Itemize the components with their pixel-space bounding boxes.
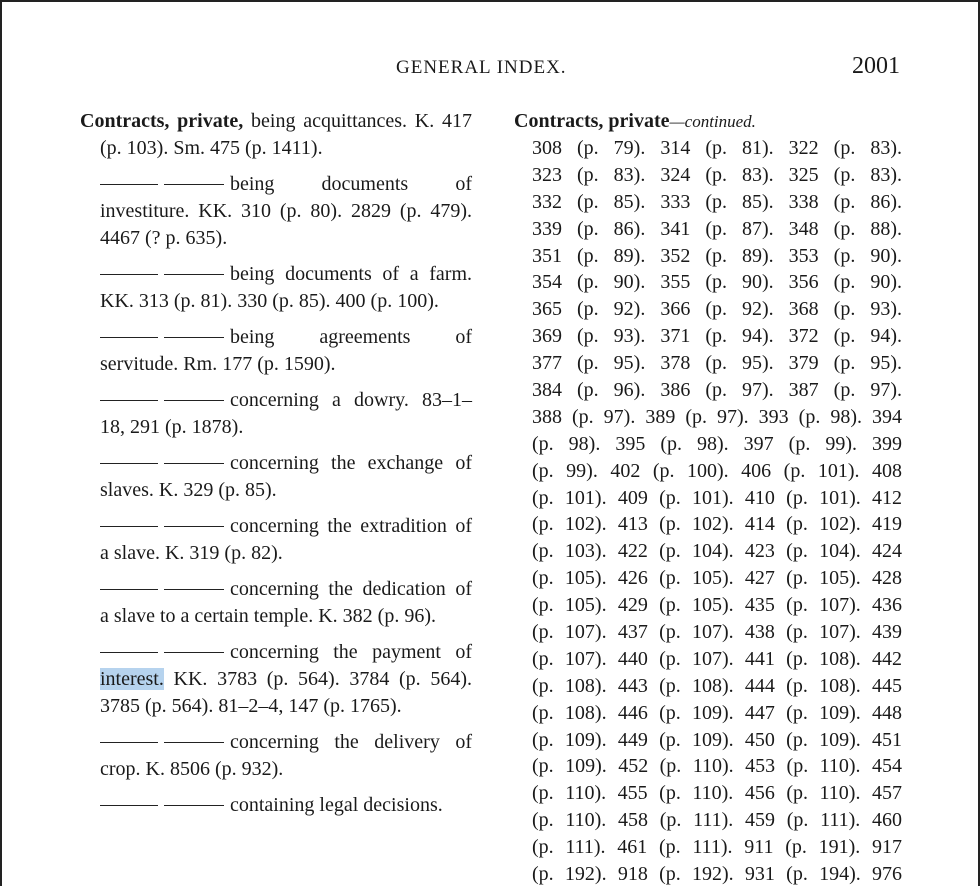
reference-line: (p. 99). 402 (p. 100). 406 (p. 101). 408 [532,459,902,482]
page-number: 2001 [852,53,900,79]
reference-line: 388 (p. 97). 389 (p. 97). 393 (p. 98). 394 [532,405,902,428]
entry-heading: Contracts, private [514,110,670,132]
ditto-dash [100,463,158,464]
reference-line: 332 (p. 85). 333 (p. 85). 338 (p. 86). [532,190,902,213]
reference-line: (p. 110). 455 (p. 110). 456 (p. 110). 457 [532,782,902,805]
ditto-dash [100,742,158,743]
ditto-dash [164,463,224,464]
index-sub-entry [80,792,472,819]
reference-line: 384 (p. 96). 386 (p. 97). 387 (p. 97). [532,379,902,402]
reference-line: (p. 192). 918 (p. 192). 931 (p. 194). 976 [532,863,902,886]
index-sub-entry [80,576,472,630]
running-head: GENERAL INDEX. [396,57,567,78]
reference-line: (p. 111). 461 (p. 111). 911 (p. 191). 917 [532,836,902,859]
reference-line: (p. 109). 449 (p. 109). 450 (p. 109). 451 [532,728,902,751]
entry-text: being documents of investiture. KK. 310 (p. 80). 2829 (p. 479). 4467 (? p. 635). [100,173,472,249]
ditto-dash [164,805,224,806]
entry-heading: Contracts, private, [80,110,244,132]
ditto-dash [100,337,158,338]
ditto-dash [100,184,158,185]
ditto-dash [164,400,224,401]
index-entry-interest [80,639,472,720]
entry-text: being acquittances. K. 417 (p. 103). Sm. 475 (p. 1411). [100,110,472,159]
sub-entry-list [80,729,472,819]
entry-text: concerning the delivery of crop. K. 8506 (p. 932). [100,731,472,780]
index-sub-entry [80,513,472,567]
reference-line: (p. 103). 422 (p. 104). 423 (p. 104). 424 [532,540,902,563]
ditto-dash [164,652,224,653]
index-entry-main [80,108,472,162]
page-header [0,50,980,86]
right-column [514,108,906,888]
ditto-dash [164,589,224,590]
ditto-dash [164,274,224,275]
entry-text: being documents of a farm. KK. 313 (p. 81). 330 (p. 85). 400 (p. 100). [100,263,472,312]
ditto-dash [164,742,224,743]
index-sub-entry [80,261,472,315]
reference-line: (p. 98). 395 (p. 98). 397 (p. 99). 399 [532,432,902,455]
highlighted-selection[interactable]: interest. [100,668,164,690]
reference-line: 308 (p. 79). 314 (p. 81). 322 (p. 83). [532,137,902,159]
ditto-dash [164,526,224,527]
reference-line: 354 (p. 90). 355 (p. 90). 356 (p. 90). [532,271,902,294]
ditto-dash [100,274,158,275]
ditto-dash [164,184,224,185]
index-sub-entry [80,324,472,378]
index-sub-entry [80,729,472,783]
entry-text: concerning the exchange of slaves. K. 329 (p. 85). [100,452,472,501]
index-sub-entry [80,387,472,441]
reference-line: 339 (p. 86). 341 (p. 87). 348 (p. 88). [532,217,902,240]
left-column [80,108,472,828]
reference-line: (p. 108). 446 (p. 109). 447 (p. 109). 448 [532,701,902,724]
entry-text: concerning the payment of [230,641,472,663]
continued-label: —continued. [669,112,756,131]
reference-line: 369 (p. 93). 371 (p. 94). 372 (p. 94). [532,325,902,348]
reference-line: (p. 101). 409 (p. 101). 410 (p. 101). 412 [532,486,902,509]
ditto-dash [100,589,158,590]
entry-text: KK. 3783 (p. 564). 3784 (p. 564). 3785 (p. 564). 81–2–4, 147 (p. 1765). [100,668,472,717]
ditto-dash [100,652,158,653]
index-sub-entry [80,171,472,252]
ditto-dash [100,526,158,527]
reference-line: (p. 102). 413 (p. 102). 414 (p. 102). 419 [532,513,902,536]
entry-text: containing legal decisions. [230,794,443,816]
ditto-dash [100,805,158,806]
reference-line: (p. 109). 452 (p. 110). 453 (p. 110). 454 [532,755,902,778]
entry-text: being agreements of servitude. Rm. 177 (p. 1590). [100,326,472,375]
reference-line: (p. 105). 429 (p. 105). 435 (p. 107). 436 [532,594,902,617]
sub-entry-list [80,171,472,630]
ditto-dash [100,400,158,401]
reference-line: (p. 105). 426 (p. 105). 427 (p. 105). 428 [532,567,902,590]
index-entry-continued [514,108,906,135]
reference-line: (p. 110). 458 (p. 111). 459 (p. 111). 460 [532,809,902,832]
reference-line: (p. 107). 437 (p. 107). 438 (p. 107). 439 [532,621,902,644]
ditto-dash [164,337,224,338]
reference-line: (p. 107). 440 (p. 107). 441 (p. 108). 442 [532,647,902,670]
reference-line: 365 (p. 92). 366 (p. 92). 368 (p. 93). [532,298,902,321]
index-sub-entry [80,450,472,504]
reference-lines [514,135,906,888]
entry-text: concerning the extradition of a slave. K. 319 (p. 82). [100,515,472,564]
reference-line: 377 (p. 95). 378 (p. 95). 379 (p. 95). [532,352,902,375]
entry-text: concerning the dedication of a slave to a certain temple. K. 382 (p. 96). [100,578,472,627]
reference-line: (p. 108). 443 (p. 108). 444 (p. 108). 445 [532,674,902,697]
reference-line: 351 (p. 89). 352 (p. 89). 353 (p. 90). [532,244,902,267]
entry-text: concerning a dowry. 83–1–18, 291 (p. 1878). [100,389,472,438]
reference-line: 323 (p. 83). 324 (p. 83). 325 (p. 83). [532,163,902,186]
